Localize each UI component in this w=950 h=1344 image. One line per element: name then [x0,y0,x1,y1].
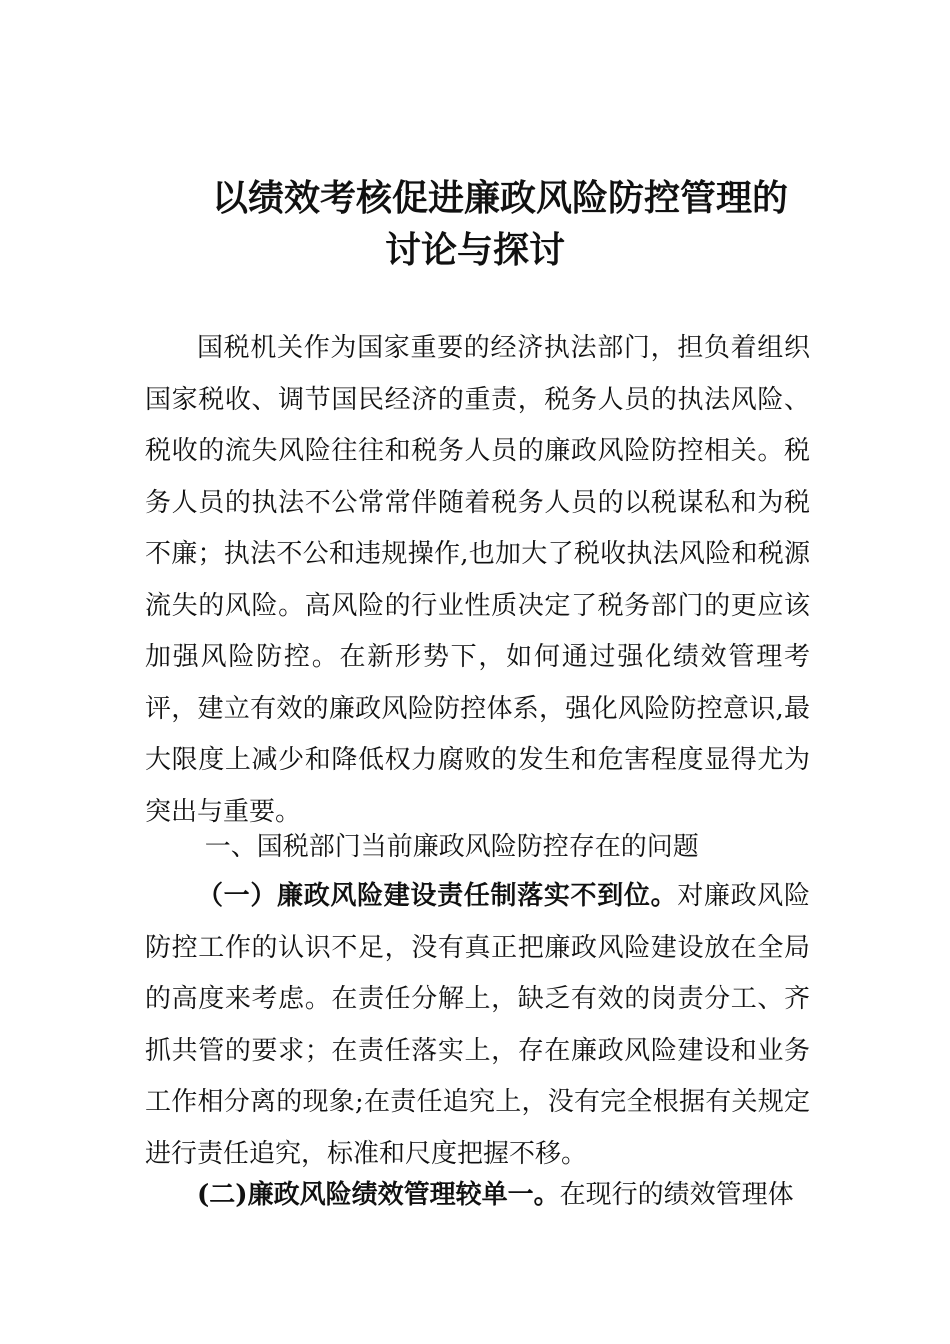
subheading-1-1: （一）廉政风险建设责任制落实不到位。 [197,881,678,911]
paragraph-section-1-2 [145,1170,810,1222]
paragraph-intro [145,323,810,838]
document-title-line-1: 以绩效考核促进廉政风险防控管理的 [211,177,788,219]
paragraph-section-1-1-text: 对廉政风险防控工作的认识不足，没有真正把廉政风险建设放在全局的高度来考虑。在责任分解上，缺乏有效的岗责分工、齐抓共管的要求；在责任落实上，存在廉政风险建设和业务工作相分离的现象;在责任追究上，没有完全根据有关规定进行责任追究，标准和尺度把握不移。 [145,881,810,1169]
document-title-line-2: 讨论与探讨 [384,229,565,271]
section-heading-1: 一、国税部门当前廉政风险防控存在的问题 [204,832,699,862]
subheading-1-2: (二)廉政风险绩效管理较单一。 [197,1180,560,1210]
paragraph-section-1-1 [145,871,810,1180]
paragraph-section-1-2-text: 在现行的绩效管理体 [559,1180,794,1210]
paragraph-intro-text: 国税机关作为国家重要的经济执法部门，担负着组织国家税收、调节国民经济的重责，税务人员的执法风险、税收的流失风险往往和税务人员的廉政风险防控相关。税务人员的执法不公常常伴随着税务人员的以税谋私和为税不廉；执法不公和违规操作,也加大了税收执法风险和税源流失的风险。高风险的行业性质决定了税务部门的更应该加强风险防控。在新形势下，如何通过强化绩效管理考评，建立有效的廉政风险防控体系，强化风险防控意识,最大限度上减少和降低权力腐败的发生和危害程度显得尤为突出与重要。 [145,333,810,827]
